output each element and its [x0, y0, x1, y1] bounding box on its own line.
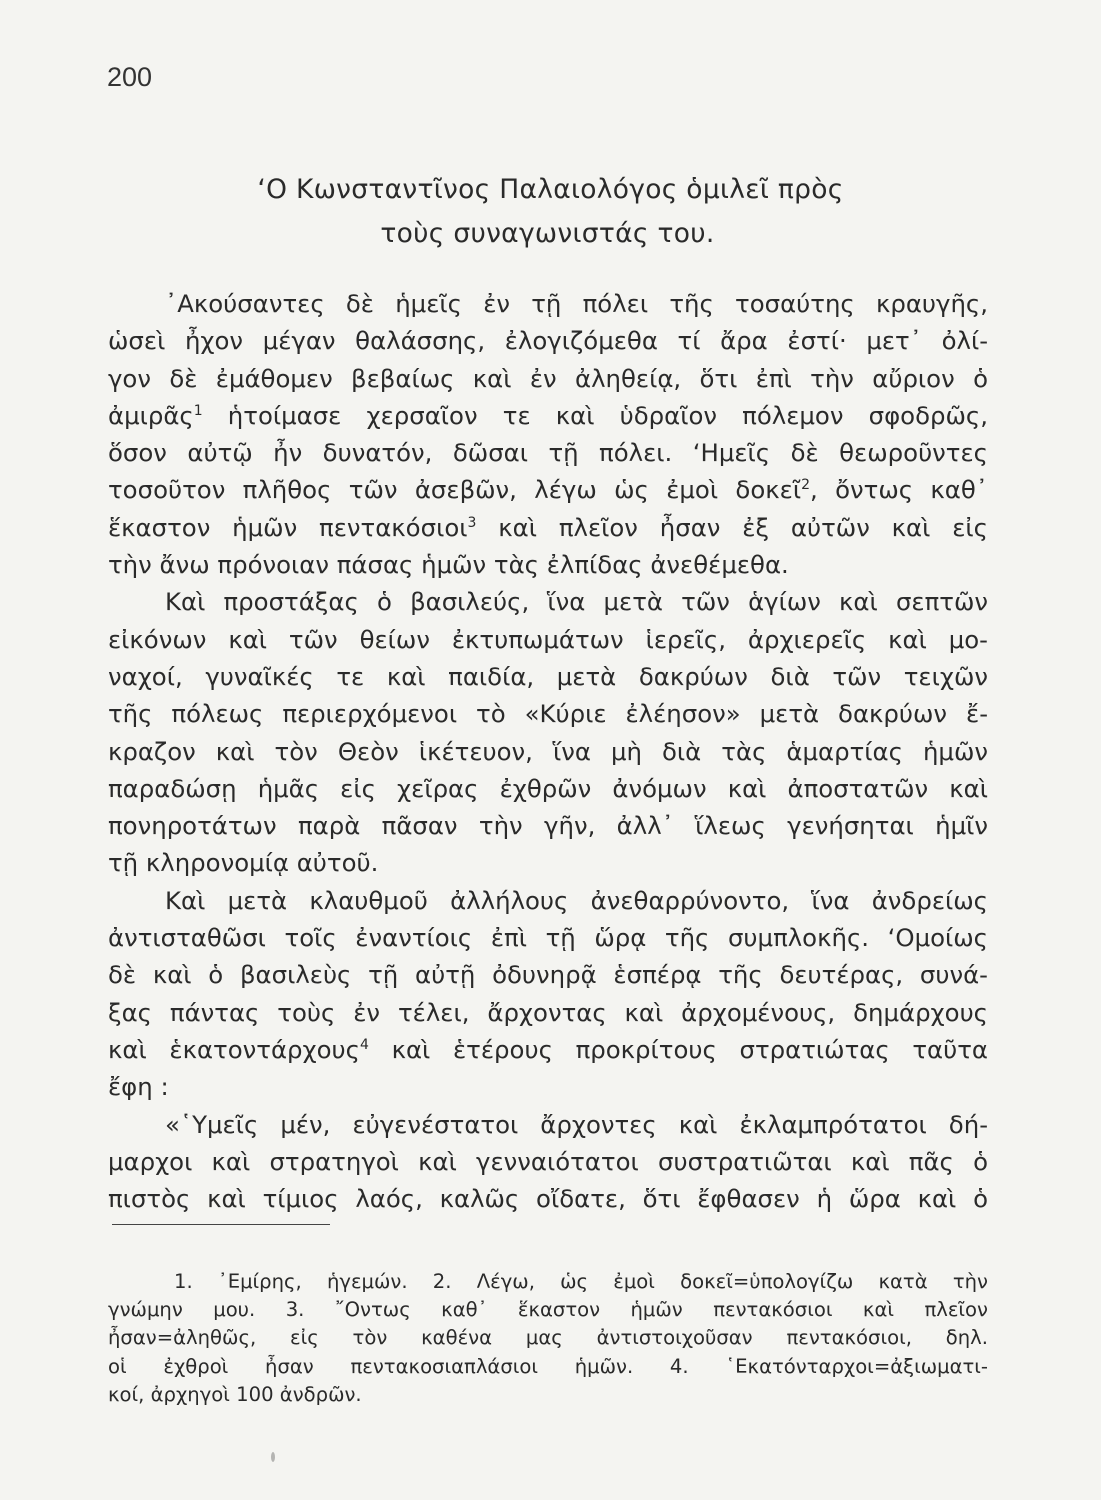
text-line: τῆς πόλεως περιερχόμενοι τὸ «Κύριε ἐλέησον» μετὰ δακρύων ἔ- — [108, 699, 988, 729]
text-run: τοσοῦτον πλῆθος τῶν ἀσεβῶν, λέγω ὡς ἐμοὶ δοκεῖ — [108, 475, 802, 505]
text-line: ξας πάντας τοὺς ἐν τέλει, ἄρχοντας καὶ ἀρχομένους, δημάρχους — [108, 997, 988, 1027]
text-line: ᾿Ακούσαντες δὲ ἡμεῖς ἐν τῇ πόλει τῆς τοσαύτης κραυγῆς, — [165, 289, 988, 318]
footnote-ref-3: 3 — [467, 514, 477, 531]
footnote-ref-2: 2 — [801, 477, 810, 494]
text-line: εἰκόνων καὶ τῶν θείων ἐκτυπωμάτων ἱερεῖς, ἀρχιερεῖς καὶ μο- — [108, 624, 988, 654]
text-line: κραζον καὶ τὸν Θεὸν ἱκέτευον, ἵνα μὴ διὰ τὰς ἁμαρτίας ἡμῶν — [108, 736, 988, 766]
text-line: πονηροτάτων παρὰ πᾶσαν τὴν γῆν, ἀλλ᾿ ἵλεως γενήσηται ἡμῖν — [108, 811, 988, 841]
text-run: , ὄντως καθ᾿ — [810, 475, 988, 505]
text-line: γον δὲ ἐμάθομεν βεβαίως καὶ ἐν ἀληθείᾳ, ὅτι ἐπὶ τὴν αὔριον ὁ — [108, 363, 988, 393]
footnote-ref-4: 4 — [359, 1036, 369, 1053]
text-run: καὶ πλεῖον ἦσαν ἐξ αὐτῶν καὶ εἰς — [476, 512, 988, 542]
footnote-line: κοί, ἀρχηγοὶ 100 ἀνδρῶν. — [108, 1382, 362, 1406]
text-line: πιστὸς καὶ τίμιος λαός, καλῶς οἴδατε, ὅτι ἔφθασεν ἡ ὥρα καὶ ὁ — [108, 1184, 988, 1214]
paper-speck — [271, 1452, 275, 1462]
text-line: ὅσον αὐτῷ ἦν δυνατόν, δῶσαι τῇ πόλει. ‘Ημεῖς δὲ θεωροῦντες — [108, 438, 988, 468]
footnote-line: 1. ᾿Εμίρης, ἡγεμών. 2. Λέγω, ὡς ἐμοὶ δοκεῖ=ὑπολογίζω κατὰ τὴν — [174, 1270, 988, 1293]
text-line: ναχοί, γυναῖκές τε καὶ παιδία, μετὰ δακρύων διὰ τῶν τειχῶν — [108, 661, 988, 691]
text-line: «῾Υμεῖς μέν, εὐγενέστατοι ἄρχοντες καὶ ἐκλαμπρότατοι δή- — [165, 1109, 988, 1139]
footnote-line: οἱ ἐχθροὶ ἦσαν πεντακοσιαπλάσιοι ἡμῶν. 4. ῾Εκατόνταρχοι=ἀξιωματι- — [108, 1354, 988, 1378]
footnote-line: ἦσαν=ἀληθῶς, εἰς τὸν καθένα μας ἀντιστοιχοῦσαν πεντακόσιοι, δηλ. — [108, 1326, 988, 1350]
footnote-line: γνώμην μου. 3. ῎Οντως καθ᾿ ἕκαστον ἡμῶν πεντακόσιοι καὶ πλεῖον — [108, 1298, 988, 1322]
text-line: ἀντισταθῶσι τοῖς ἐναντίοις ἐπὶ τῇ ὥρᾳ τῆς συμπλοκῆς. ‘Ομοίως — [108, 923, 988, 953]
text-line: Καὶ προστάξας ὁ βασιλεύς, ἵνα μετὰ τῶν ἁγίων καὶ σεπτῶν — [165, 587, 988, 617]
footnote-ref-1: 1 — [193, 402, 203, 419]
text-run: καὶ ἑτέρους προκρίτους στρατιώτας ταῦτα — [368, 1034, 989, 1064]
text-line: Καὶ μετὰ κλαυθμοῦ ἀλλήλους ἀνεθαρρύνοντο, ἵνα ἀνδρείως — [165, 885, 988, 915]
chapter-title-line-1: ‘Ο Κωνσταντῖνος Παλαιολόγος ὁμιλεῖ πρὸς — [257, 174, 844, 205]
text-line: δὲ καὶ ὁ βασιλεὺς τῇ αὐτῇ ὀδυνηρᾷ ἑσπέρᾳ τῆς δευτέρας, συνά- — [108, 960, 988, 990]
page-number: 200 — [107, 62, 153, 92]
text-run: ἡτοίμασε χερσαῖον τε καὶ ὑδραῖον πόλεμον σφοδρῶς, — [202, 400, 988, 430]
text-line: ἔφη : — [108, 1072, 169, 1102]
text-line: τὴν ἄνω πρόνοιαν πάσας ἡμῶν τὰς ἐλπίδας ἀνεθέμεθα. — [108, 550, 789, 580]
text-run: ἀμιρᾶς — [108, 400, 194, 430]
text-line: μαρχοι καὶ στρατηγοὶ καὶ γενναιότατοι συστρατιῶται καὶ πᾶς ὁ — [108, 1146, 988, 1176]
text-run: καὶ ἑκατοντάρχους — [108, 1034, 360, 1064]
text-run: ἕκαστον ἡμῶν πεντακόσιοι — [108, 512, 468, 542]
text-line: ὡσεὶ ἦχον μέγαν θαλάσσης, ἐλογιζόμεθα τί ἄρα ἐστί· μετ᾿ ὀλί- — [108, 326, 988, 356]
text-line: παραδώσῃ ἡμᾶς εἰς χεῖρας ἐχθρῶν ἀνόμων καὶ ἀποστατῶν καὶ — [108, 773, 988, 803]
chapter-title-line-2: τοὺς συναγωνιστάς του. — [380, 218, 715, 249]
text-line: τῇ κληρονομίᾳ αὐτοῦ. — [108, 848, 379, 878]
